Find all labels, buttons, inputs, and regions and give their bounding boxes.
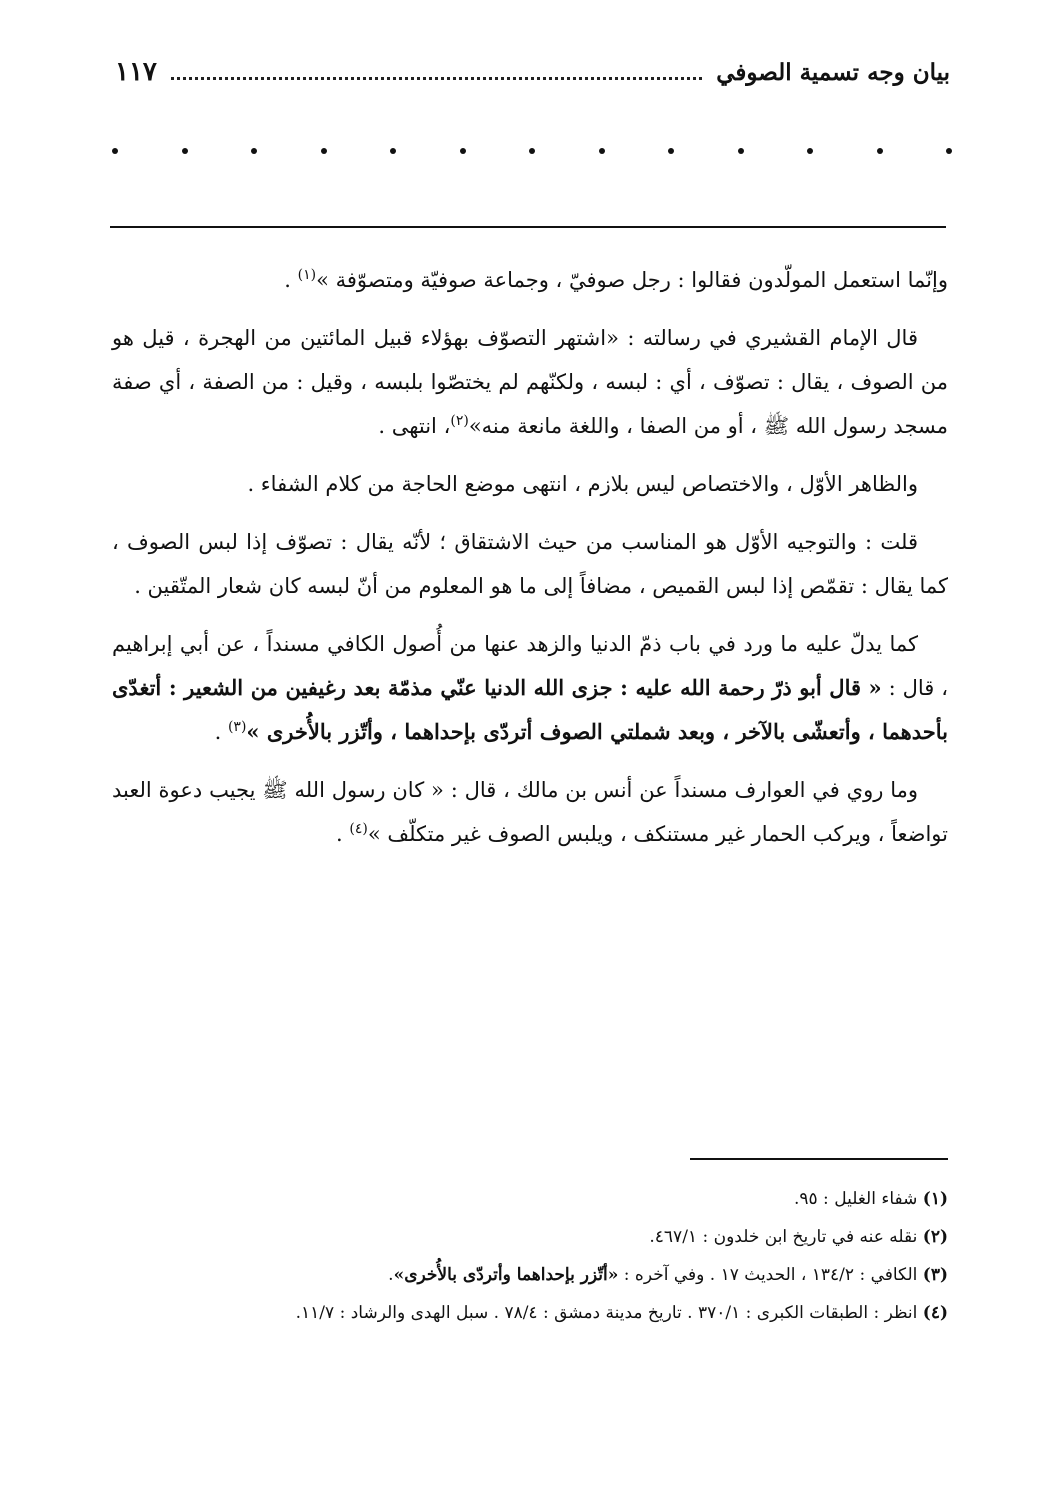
dot-leader	[171, 65, 702, 80]
ornament-dot	[599, 148, 605, 154]
page-header	[115, 48, 950, 96]
running-title: بيان وجه تسمية الصوفي	[716, 58, 950, 86]
footnote-3: (٣) الكافي : ١٣٤/٢ ، الحديث ١٧ . وفي آخره : «أتّزر بإحداهما وأتردّى بالأُخرى».	[388, 1265, 948, 1285]
ornament-dot	[182, 148, 188, 154]
paragraph-3: والظاهر الأوّل ، والاختصاص ليس بلازم ، انتهى موضع الحاجة من كلام الشفاء .	[247, 472, 918, 496]
footnote-ref: (٤)	[349, 821, 368, 837]
ornament-dot	[390, 148, 396, 154]
decorative-dot-row	[112, 148, 952, 154]
footnote-4: (٤) انظر : الطبقات الكبرى : ٣٧٠/١ . تاريخ مدينة دمشق : ٧٨/٤ . سبل الهدى والرشاد : ١١/٧.	[295, 1303, 948, 1323]
hadith-quote: « قال أبو ذرّ رحمة الله عليه : جزى الله الدنيا عنّي مذمّة بعد رغيفين من الشعير : أتغدّى بأحدهما ، وأتعشّى بالآخر ، وبعد شملتي الصوف أتردّى بإحداهما ، وأتّزر بالأُخرى »	[112, 675, 948, 744]
footnote-2: (٢) نقله عنه في تاريخ ابن خلدون : ٤٦٧/١.	[649, 1227, 948, 1247]
ornament-dot	[668, 148, 674, 154]
paragraph-6: وما روي في العوارف مسنداً عن أنس بن مالك ، قال : « كان رسول الله ﷺ يجيب دعوة العبد تواضعاً ، ويركب الحمار غير مستنكف ، ويلبس الصوف غير متكلّف »$^{(٤)}$ .	[112, 778, 948, 846]
footnote-number: (٢)	[922, 1227, 948, 1247]
footnote-number: (١)	[922, 1189, 948, 1209]
paragraph-4: قلت : والتوجيه الأوّل هو المناسب من حيث الاشتقاق ؛ لأنّه يقال : تصوّف إذا لبس الصوف ، كما يقال : تقمّص إذا لبس القميص ، مضافاً إلى ما هو المعلوم من أنّ لبسه كان شعار المتّقين .	[112, 530, 948, 598]
footnotes	[112, 1180, 948, 1332]
paragraph-1: وإنّما استعمل المولّدون فقالوا : رجل صوفيّ ، وجماعة صوفيّة ومتصوّفة »$^{(١)}$ .	[284, 267, 948, 292]
footnote-ref: (٣)	[227, 719, 247, 735]
main-text	[112, 258, 948, 870]
footnote-separator	[690, 1158, 948, 1160]
ornament-dot	[946, 148, 952, 154]
page-number: ١١٧	[115, 57, 157, 87]
ornament-dot	[738, 148, 744, 154]
footnote-number: (٤)	[922, 1303, 948, 1323]
footnote-number: (٣)	[922, 1265, 948, 1285]
ornament-dot	[529, 148, 535, 154]
footnote-ref: (٢)	[450, 413, 469, 429]
footnote-1: (١) شفاء الغليل : ٩٥.	[793, 1189, 948, 1209]
ornament-dot	[321, 148, 327, 154]
ornament-dot	[251, 148, 257, 154]
paragraph-5: كما يدلّ عليه ما ورد في باب ذمّ الدنيا والزهد عنها من أُصول الكافي مسنداً ، عن أبي إبراهيم ، قال : « قال أبو ذرّ رحمة الله عليه : جزى الله الدنيا عنّي مذمّة بعد رغيفين من الشعير : أتغدّى بأحدهما ، وأتعشّى بالآخر ، وبعد شملتي الصوف أتردّى بإحداهما ، وأتّزر بالأُخرى »$^{(٣)}$ .	[112, 632, 948, 744]
ornament-dot	[460, 148, 466, 154]
ornament-dot	[807, 148, 813, 154]
footnote-ref: (١)	[297, 267, 317, 283]
paragraph-2: قال الإمام القشيري في رسالته : «اشتهر التصوّف بهؤلاء قبيل المائتين من الهجرة ، قيل هو من الصوف ، يقال : تصوّف ، أي : لبسه ، ولكنّهم لم يختصّوا بلبسه ، وقيل : من الصفة ، أي صفة مسجد رسول الله ﷺ ، أو من الصفا ، واللغة مانعة منه»$^{(٢)}$، انتهى .	[112, 326, 948, 438]
header-rule	[110, 226, 946, 228]
ornament-dot	[112, 148, 118, 154]
ornament-dot	[877, 148, 883, 154]
